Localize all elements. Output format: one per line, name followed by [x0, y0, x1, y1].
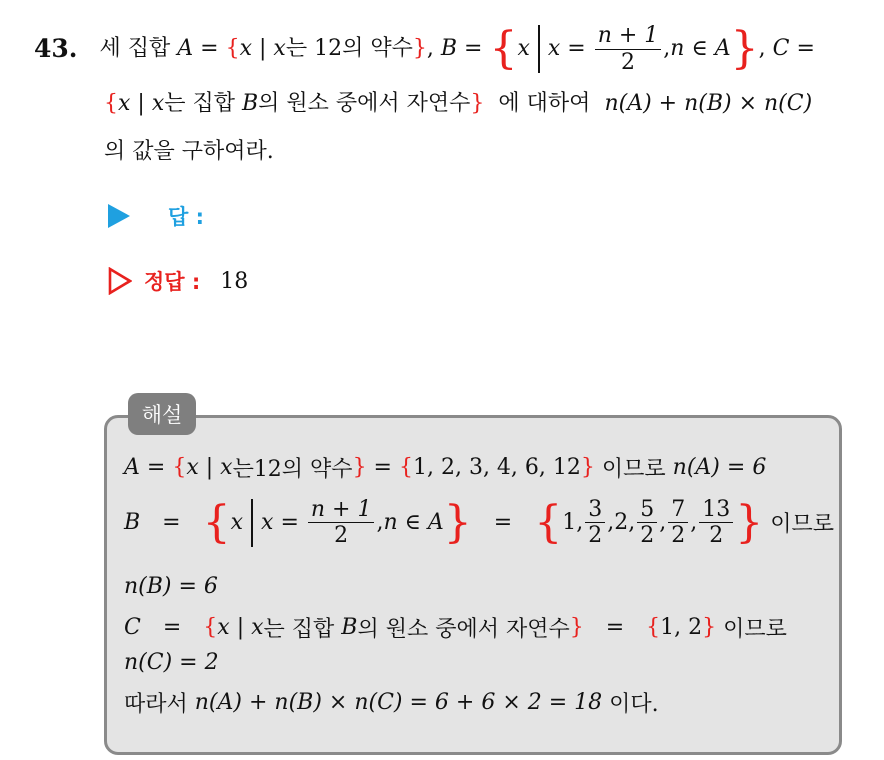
fraction: $\frac{n + 1}{2}$ — [308, 497, 375, 549]
set-A-cond-text: 는 12의 약수 — [285, 36, 413, 61]
solution-line-1: A = { x | x 는12의 약수 } = { 1, 2, 3, 4, 6, 12 } 이므로 n(A) = 6 — [124, 455, 767, 482]
outline-triangle-icon — [108, 267, 132, 295]
play-icon — [108, 204, 130, 228]
question-number: 43. — [34, 34, 78, 63]
set-B-cond-tail: n ∈ A — [670, 36, 731, 61]
big-brace-close-icon: } — [730, 23, 759, 74]
correct-answer-value: 18 — [220, 268, 249, 294]
problem-statement — [34, 18, 864, 176]
set-B-name: B — [440, 36, 457, 61]
big-brace-open-icon: { — [489, 23, 518, 74]
ask-text: 에 대하여 — [498, 91, 591, 116]
ask-text-2: 의 값을 구하여라. — [104, 139, 274, 164]
solution-line-5: n(C) = 2 — [124, 650, 219, 675]
answer-label: 답 : — [168, 205, 204, 229]
correct-answer-label: 정답 : — [144, 270, 201, 294]
fraction: $\frac{7}{2}$ — [668, 497, 688, 549]
solution-line-3: n(B) = 6 — [124, 574, 218, 599]
set-builder-bar — [251, 499, 253, 547]
fraction: $\frac{3}{2}$ — [585, 497, 605, 549]
set-B-var: x — [517, 36, 530, 61]
problem-line-1: 43. 세 집합 A = { x | x 는 12의 약수 } , B = { x x = $\frac{n + 1}{2}$ , n ∈ A } , C = — [34, 23, 815, 75]
brace-open-icon: { — [225, 36, 240, 61]
fraction: $\frac{5}{2}$ — [637, 497, 657, 549]
answer-row — [108, 201, 204, 231]
fraction: $\frac{n + 1}{2}$ — [595, 23, 662, 75]
set-A-var: x — [239, 36, 252, 61]
brace-close-icon: } — [412, 36, 427, 61]
solution-line-4: C = { x | x 는 집합 B 의 원소 중에서 자연수 } = { 1, 2 } 이므로 — [124, 615, 787, 642]
set-A-cond-var: x — [273, 36, 286, 61]
set-builder-bar — [538, 25, 540, 73]
set-B-cond-var: x — [547, 36, 561, 61]
problem-intro: 세 집합 — [99, 36, 171, 61]
set-A-name: A — [177, 36, 194, 61]
fraction: $\frac{13}{2}$ — [699, 497, 733, 549]
solution-line-6: 따라서 n(A) + n(B) × n(C) = 6 + 6 × 2 = 18 이다. — [124, 690, 659, 717]
set-C-name: C — [772, 36, 790, 61]
solution-tab: 해설 — [128, 393, 196, 435]
solution-line-2: B = { x x = $\frac{n + 1}{2}$ , n ∈ A } = { 1, $\frac{3}{2}$ , 2, $\frac{5}{2}$ , $\frac{7}{2}$ , $\frac{13}{2}$ } 이므로 — [124, 496, 834, 549]
problem-line-2: {x | x는 집합 B의 원소 중에서 자연수} 에 대하여 n(A) + n(B) × n(C) — [104, 91, 813, 116]
correct-answer-row — [108, 266, 248, 296]
ask-expression: n(A) + n(B) × n(C) — [604, 91, 813, 116]
problem-line-3 — [34, 128, 864, 176]
